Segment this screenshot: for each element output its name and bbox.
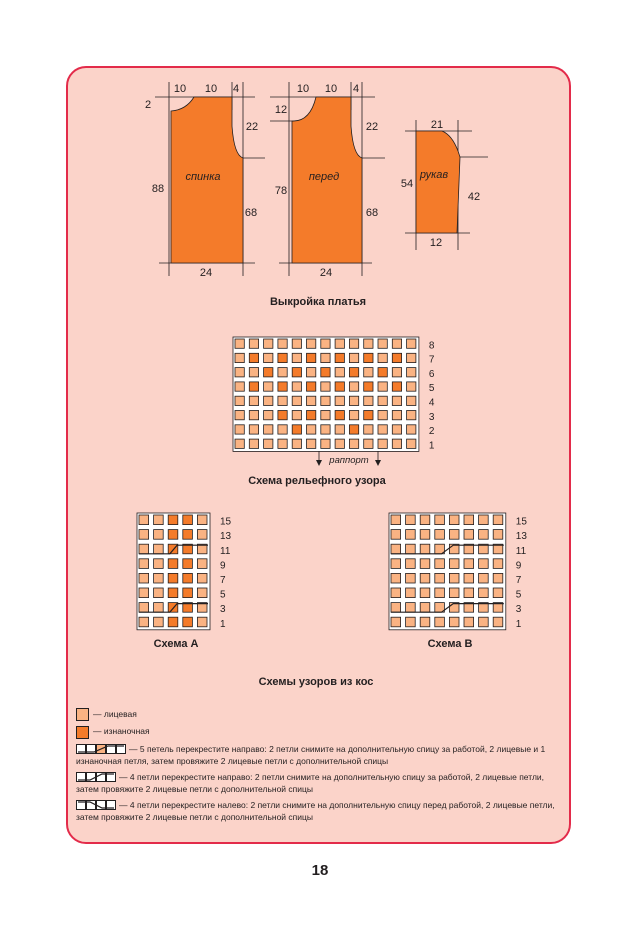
back-dim-side: 68	[244, 207, 258, 219]
relief-cell	[364, 439, 373, 448]
cable-a-cell	[139, 617, 149, 627]
cable-a-cell	[197, 530, 207, 540]
cable-a-cell	[197, 559, 207, 569]
relief-cell	[321, 353, 330, 362]
cable-b-cell	[479, 515, 489, 525]
cable-b-cell	[406, 544, 416, 554]
relief-cell	[321, 411, 330, 420]
relief-cell	[307, 339, 316, 348]
cable-b-cell	[420, 617, 430, 627]
sleeve-label: рукав	[419, 169, 449, 181]
relief-cell	[335, 425, 344, 434]
legend-cross-4-left	[76, 799, 556, 823]
cable-b-cell	[449, 515, 459, 525]
cable-b-cell	[420, 603, 430, 613]
cable-b-row-label: 7	[515, 575, 522, 586]
cable-b-caption: Схема В	[427, 638, 473, 650]
cable-b-row-label: 13	[515, 531, 527, 543]
relief-cell	[249, 339, 258, 348]
cable-a-cell	[197, 515, 207, 525]
legend-knit-text: — лицевая	[93, 709, 137, 719]
relief-cell	[249, 368, 258, 377]
relief-cell	[264, 368, 273, 377]
cable-a-row-label: 7	[220, 575, 226, 586]
front-label: перед	[308, 171, 340, 183]
front-dim-armhole: 22	[365, 121, 379, 133]
cable-a-caption: Схема А	[153, 638, 199, 650]
cable-a-cell	[197, 588, 207, 598]
relief-row-label: 8	[428, 340, 435, 352]
cable-b-cell	[406, 603, 416, 613]
relief-cell	[307, 425, 316, 434]
relief-cell	[335, 396, 344, 405]
cable-a-cell	[139, 559, 149, 569]
cable-b-cell	[420, 559, 430, 569]
relief-cell	[407, 396, 416, 405]
cable-b-cell	[420, 544, 430, 554]
relief-cell	[378, 425, 387, 434]
front-dim-4: 4	[352, 83, 360, 95]
relief-cell	[364, 396, 373, 405]
relief-cell	[235, 396, 244, 405]
cable-a-cell	[183, 588, 193, 598]
relief-cell	[349, 353, 358, 362]
relief-cell	[349, 368, 358, 377]
relief-cell	[378, 382, 387, 391]
relief-cell	[335, 339, 344, 348]
back-dim-length: 88	[151, 183, 165, 195]
cables-caption: Схемы узоров из кос	[258, 676, 374, 688]
relief-cell	[378, 368, 387, 377]
cable-a-cell	[197, 617, 207, 627]
relief-cell	[292, 439, 301, 448]
legend-cross-5-right	[76, 743, 556, 767]
relief-cell	[364, 411, 373, 420]
relief-cell	[392, 425, 401, 434]
relief-cell	[249, 382, 258, 391]
cross-4-right-icon	[76, 772, 116, 782]
cable-b-cell	[493, 530, 503, 540]
cable-b-cell	[420, 588, 430, 598]
cable-b-cell	[493, 559, 503, 569]
cable-b-cell	[479, 559, 489, 569]
relief-cell	[321, 425, 330, 434]
cable-b-cell	[464, 617, 474, 627]
relief-cell	[335, 368, 344, 377]
relief-cell	[264, 425, 273, 434]
relief-cell	[307, 382, 316, 391]
cable-b-cell	[391, 515, 401, 525]
relief-cell	[249, 425, 258, 434]
relief-cell	[307, 353, 316, 362]
relief-cell	[392, 339, 401, 348]
cable-b-cell	[435, 559, 445, 569]
relief-cell	[364, 382, 373, 391]
relief-cell	[335, 411, 344, 420]
relief-cell	[321, 339, 330, 348]
front-dim-neck: 10	[296, 83, 310, 95]
relief-cell	[292, 425, 301, 434]
relief-cell	[264, 411, 273, 420]
cable-b-cell	[420, 530, 430, 540]
relief-cell	[321, 382, 330, 391]
back-label: спинка	[185, 171, 221, 183]
relief-chart-caption: Схема рельефного узора	[248, 475, 386, 487]
relief-cell	[407, 425, 416, 434]
front-dim-shoulder: 10	[324, 83, 338, 95]
relief-cell	[264, 353, 273, 362]
relief-cell	[235, 425, 244, 434]
cable-a-cell	[168, 617, 178, 627]
sleeve-dim-cuff: 12	[429, 237, 443, 249]
cable-a-cell	[139, 515, 149, 525]
cable-a-cell	[154, 530, 164, 540]
relief-cell	[292, 382, 301, 391]
relief-cell	[235, 439, 244, 448]
cable-b-cell	[435, 573, 445, 583]
cable-b-cell	[406, 573, 416, 583]
relief-cell	[321, 368, 330, 377]
cable-a-cell	[168, 559, 178, 569]
cable-b-cell	[449, 617, 459, 627]
relief-cell	[349, 425, 358, 434]
cable-b-cell	[479, 617, 489, 627]
cable-a-cell	[168, 515, 178, 525]
cable-b-cell	[435, 530, 445, 540]
cable-b-cell	[449, 559, 459, 569]
relief-cell	[278, 339, 287, 348]
legend	[76, 708, 556, 827]
relief-cell	[235, 353, 244, 362]
relief-cell	[278, 425, 287, 434]
relief-cell	[235, 368, 244, 377]
cable-a-row-label: 13	[220, 531, 232, 543]
cable-b-cell	[406, 559, 416, 569]
cable-b-cell	[435, 515, 445, 525]
cable-a-row-label: 15	[220, 516, 232, 528]
page-number: 18	[311, 862, 329, 879]
relief-cell	[378, 339, 387, 348]
relief-cell	[378, 353, 387, 362]
relief-cell	[392, 353, 401, 362]
cable-b-cell	[464, 588, 474, 598]
cable-b-cell	[493, 515, 503, 525]
cable-b-cell	[464, 573, 474, 583]
cable-a-row-label: 3	[220, 604, 226, 616]
relief-cell	[249, 411, 258, 420]
cable-b-cell	[391, 530, 401, 540]
relief-cell	[392, 439, 401, 448]
cable-a-cell	[183, 617, 193, 627]
cable-b-cell	[391, 603, 401, 613]
relief-row-label: 2	[428, 426, 435, 438]
relief-cell	[292, 353, 301, 362]
cable-b-cell	[391, 573, 401, 583]
legend-knit	[76, 708, 556, 721]
relief-row-label: 4	[428, 397, 435, 409]
relief-cell	[407, 368, 416, 377]
cable-a-cell	[154, 544, 164, 554]
relief-cell	[407, 339, 416, 348]
cable-a-cell	[154, 559, 164, 569]
sleeve-dim-top: 21	[430, 119, 444, 131]
relief-cell	[407, 353, 416, 362]
legend-cross-4-left-text: — 4 петли перекрестите налево: 2 петли снимите на дополнительную спицу перед работой, 2 лицевые петли, затем провяжите 2 лицевые петли с дополнительной спицы	[76, 799, 555, 822]
knit-swatch	[76, 708, 89, 721]
relief-row-label: 3	[428, 411, 435, 423]
relief-cell	[292, 411, 301, 420]
relief-cell	[292, 396, 301, 405]
relief-cell	[307, 396, 316, 405]
front-dim-neck-depth: 12	[274, 104, 288, 116]
cable-b-cell	[435, 617, 445, 627]
relief-cell	[249, 439, 258, 448]
cable-a-cell	[139, 530, 149, 540]
relief-cell	[378, 439, 387, 448]
legend-cross-5-right-text: — 5 петель перекрестите направо: 2 петли снимите на дополнительную спицу за работой, 2 лицевые и 1 изнаночная петля, затем провяжите 2 лицевые петли с дополнительной спицы	[76, 743, 546, 766]
relief-row-label: 5	[428, 383, 435, 395]
relief-cell	[264, 439, 273, 448]
cross-5-right-icon	[76, 744, 126, 754]
cable-b-cell	[420, 573, 430, 583]
relief-cell	[321, 439, 330, 448]
cable-b-cell	[449, 588, 459, 598]
back-dim-width: 24	[199, 267, 213, 279]
relief-cell	[407, 382, 416, 391]
cable-b-row-label: 11	[515, 545, 527, 557]
relief-cell	[392, 396, 401, 405]
cable-a-row-label: 5	[220, 589, 226, 601]
cable-b-cell	[391, 588, 401, 598]
cable-b-cell	[479, 530, 489, 540]
cable-b-cell	[493, 588, 503, 598]
relief-cell	[278, 439, 287, 448]
sleeve-piece	[416, 131, 460, 233]
relief-cell	[407, 411, 416, 420]
relief-cell	[349, 411, 358, 420]
cable-a-cell	[183, 573, 193, 583]
relief-cell	[307, 439, 316, 448]
relief-cell	[364, 339, 373, 348]
relief-cell	[264, 382, 273, 391]
relief-cell	[278, 411, 287, 420]
relief-cell	[364, 425, 373, 434]
relief-cell	[349, 339, 358, 348]
cable-a-cell	[154, 515, 164, 525]
cross-4-left-icon	[76, 800, 116, 810]
cable-b-row-label: 1	[515, 618, 522, 630]
legend-purl	[76, 725, 556, 738]
front-dim-width: 24	[319, 267, 333, 279]
sleeve-dim-seam: 42	[467, 191, 481, 203]
back-dim-shoulder: 10	[204, 83, 218, 95]
cable-a-cell	[183, 515, 193, 525]
relief-cell	[292, 368, 301, 377]
relief-cell	[349, 382, 358, 391]
relief-cell	[292, 339, 301, 348]
cable-a-cell	[197, 573, 207, 583]
repeat-arrow-icon	[316, 460, 322, 466]
cable-a-cell	[168, 588, 178, 598]
cable-a-row-label: 9	[220, 560, 226, 572]
cable-a-cell	[183, 530, 193, 540]
cable-b-cell	[479, 573, 489, 583]
front-dim-side: 68	[365, 207, 379, 219]
cable-a-cell	[139, 544, 149, 554]
cable-b-cell	[435, 588, 445, 598]
legend-cross-4-right-text: — 4 петли перекрестите направо: 2 петли снимите на дополнительную спицу за работой, 2 лицевые петли, затем провяжите 2 лицевые петли с дополнительной спицы	[76, 771, 545, 794]
cable-a-cell	[154, 588, 164, 598]
cable-b-cell	[391, 544, 401, 554]
cable-b-cell	[464, 515, 474, 525]
relief-cell	[278, 353, 287, 362]
relief-cell	[392, 382, 401, 391]
cable-b-cell	[464, 530, 474, 540]
cable-b-cell	[479, 588, 489, 598]
cable-b-row-label: 5	[515, 589, 522, 601]
cable-b-cell	[493, 573, 503, 583]
relief-cell	[235, 382, 244, 391]
cable-b-cell	[391, 559, 401, 569]
relief-cell	[264, 339, 273, 348]
relief-cell	[392, 411, 401, 420]
cable-b-row-label: 15	[515, 516, 527, 528]
pattern-caption: Выкройка платья	[269, 296, 367, 308]
cable-a-cell	[139, 603, 149, 613]
relief-cell	[307, 411, 316, 420]
relief-cell	[249, 396, 258, 405]
relief-cell	[278, 382, 287, 391]
back-dim-neck: 10	[173, 83, 187, 95]
cable-b-cell	[420, 515, 430, 525]
relief-cell	[349, 439, 358, 448]
cable-b-row-label: 9	[515, 560, 522, 572]
cable-b-row-label: 3	[515, 604, 522, 616]
cable-a-row-label: 11	[220, 545, 231, 557]
cable-b-cell	[391, 617, 401, 627]
relief-cell	[321, 396, 330, 405]
cable-b-cell	[406, 617, 416, 627]
relief-cell	[307, 368, 316, 377]
back-dim-armhole: 22	[245, 121, 259, 133]
cable-a-cell	[139, 588, 149, 598]
relief-cell	[407, 439, 416, 448]
repeat-arrow-icon	[375, 460, 381, 466]
relief-cell	[278, 368, 287, 377]
relief-cell	[364, 353, 373, 362]
relief-cell	[392, 368, 401, 377]
front-dim-length: 78	[274, 185, 288, 197]
relief-cell	[235, 339, 244, 348]
relief-cell	[335, 382, 344, 391]
relief-cell	[378, 411, 387, 420]
cable-a-cell	[168, 573, 178, 583]
relief-cell	[235, 411, 244, 420]
sleeve-dim-length: 54	[400, 178, 414, 190]
cable-b-cell	[449, 530, 459, 540]
cable-b-cell	[449, 573, 459, 583]
cable-b-cell	[464, 559, 474, 569]
legend-purl-text: — изнаночная	[93, 726, 150, 737]
purl-swatch	[76, 726, 89, 739]
relief-cell	[335, 439, 344, 448]
repeat-label: раппорт	[329, 455, 369, 466]
relief-cell	[335, 353, 344, 362]
cable-a-cell	[139, 573, 149, 583]
back-dim-4: 4	[232, 83, 240, 95]
cable-b-cell	[406, 588, 416, 598]
cable-a-cell	[183, 559, 193, 569]
cable-b-cell	[493, 617, 503, 627]
relief-row-label: 1	[428, 440, 435, 452]
cable-b-cell	[406, 530, 416, 540]
back-dim-2: 2	[144, 99, 152, 111]
relief-row-label: 7	[428, 354, 435, 366]
relief-cell	[264, 396, 273, 405]
cable-a-cell	[168, 530, 178, 540]
relief-cell	[249, 353, 258, 362]
legend-cross-4-right	[76, 771, 556, 795]
relief-cell	[278, 396, 287, 405]
relief-cell	[349, 396, 358, 405]
cable-a-cell	[154, 617, 164, 627]
relief-cell	[364, 368, 373, 377]
relief-row-label: 6	[428, 368, 435, 380]
cable-a-cell	[154, 573, 164, 583]
cable-a-cell	[154, 603, 164, 613]
cable-b-cell	[406, 515, 416, 525]
relief-cell	[378, 396, 387, 405]
cable-a-row-label: 1	[220, 618, 226, 630]
